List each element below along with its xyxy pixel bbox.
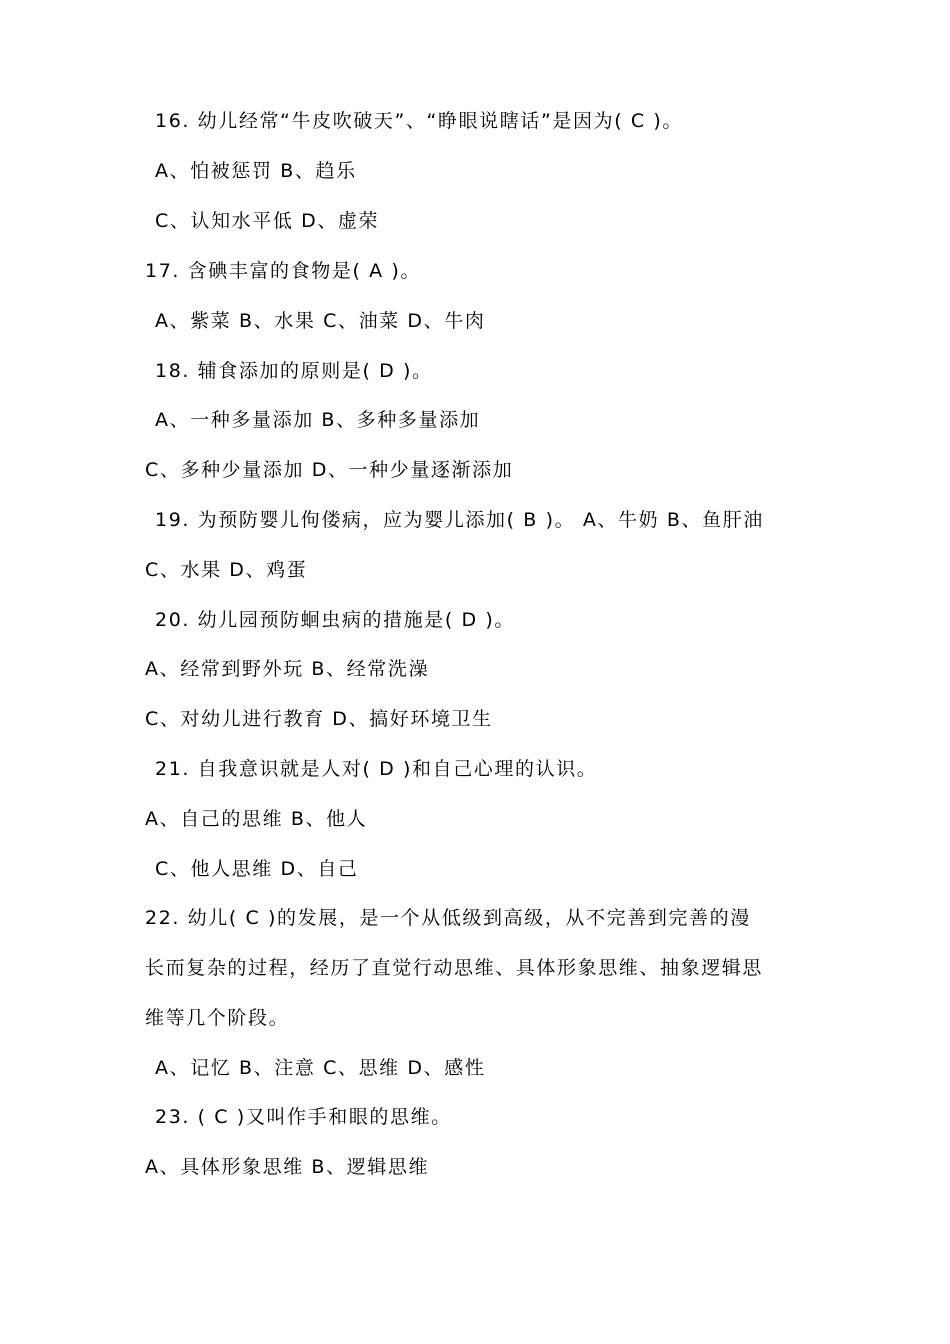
question-22-options: A、记忆 B、注意 C、思维 D、感性 (155, 1057, 486, 1079)
question-16: 16. 幼儿经常“牛皮吹破天”、“睁眼说瞎话”是因为( C )。 (155, 110, 684, 132)
question-16-options-ab: A、怕被惩罚 B、趋乐 (155, 160, 357, 182)
question-23-options-ab: A、具体形象思维 B、逻辑思维 (145, 1156, 430, 1178)
question-20-options-ab: A、经常到野外玩 B、经常洗澡 (145, 658, 430, 680)
question-22-line-2: 长而复杂的过程，经历了直觉行动思维、具体形象思维、抽象逻辑思 (145, 957, 764, 979)
question-18-options-ab: A、一种多量添加 B、多种多量添加 (155, 409, 481, 431)
question-20-options-cd: C、对幼儿进行教育 D、搞好环境卫生 (145, 708, 493, 730)
question-19: 19. 为预防婴儿佝偻病，应为婴儿添加( B )。 A、牛奶 B、鱼肝油 (155, 509, 764, 531)
question-23: 23. ( C )又叫作手和眼的思维。 (155, 1106, 452, 1128)
question-16-options-cd: C、认知水平低 D、虚荣 (155, 210, 380, 232)
question-18-options-cd: C、多种少量添加 D、一种少量逐渐添加 (145, 459, 514, 481)
question-21-options-ab: A、自己的思维 B、他人 (145, 808, 368, 830)
question-21-options-cd: C、他人思维 D、自己 (155, 858, 359, 880)
question-22-line-1: 22. 幼儿( C )的发展，是一个从低级到高级，从不完善到完善的漫 (145, 907, 751, 929)
question-22-line-3: 维等几个阶段。 (145, 1007, 290, 1029)
question-18: 18. 辅食添加的原则是( D )。 (155, 360, 433, 382)
question-19-options-cd: C、水果 D、鸡蛋 (145, 559, 308, 581)
question-17-options: A、紫菜 B、水果 C、油菜 D、牛肉 (155, 310, 486, 332)
question-20: 20. 幼儿园预防蛔虫病的措施是( D )。 (155, 609, 515, 631)
question-17: 17. 含碘丰富的食物是( A )。 (145, 260, 421, 282)
question-21: 21. 自我意识就是人对( D )和自己心理的认识。 (155, 758, 598, 780)
